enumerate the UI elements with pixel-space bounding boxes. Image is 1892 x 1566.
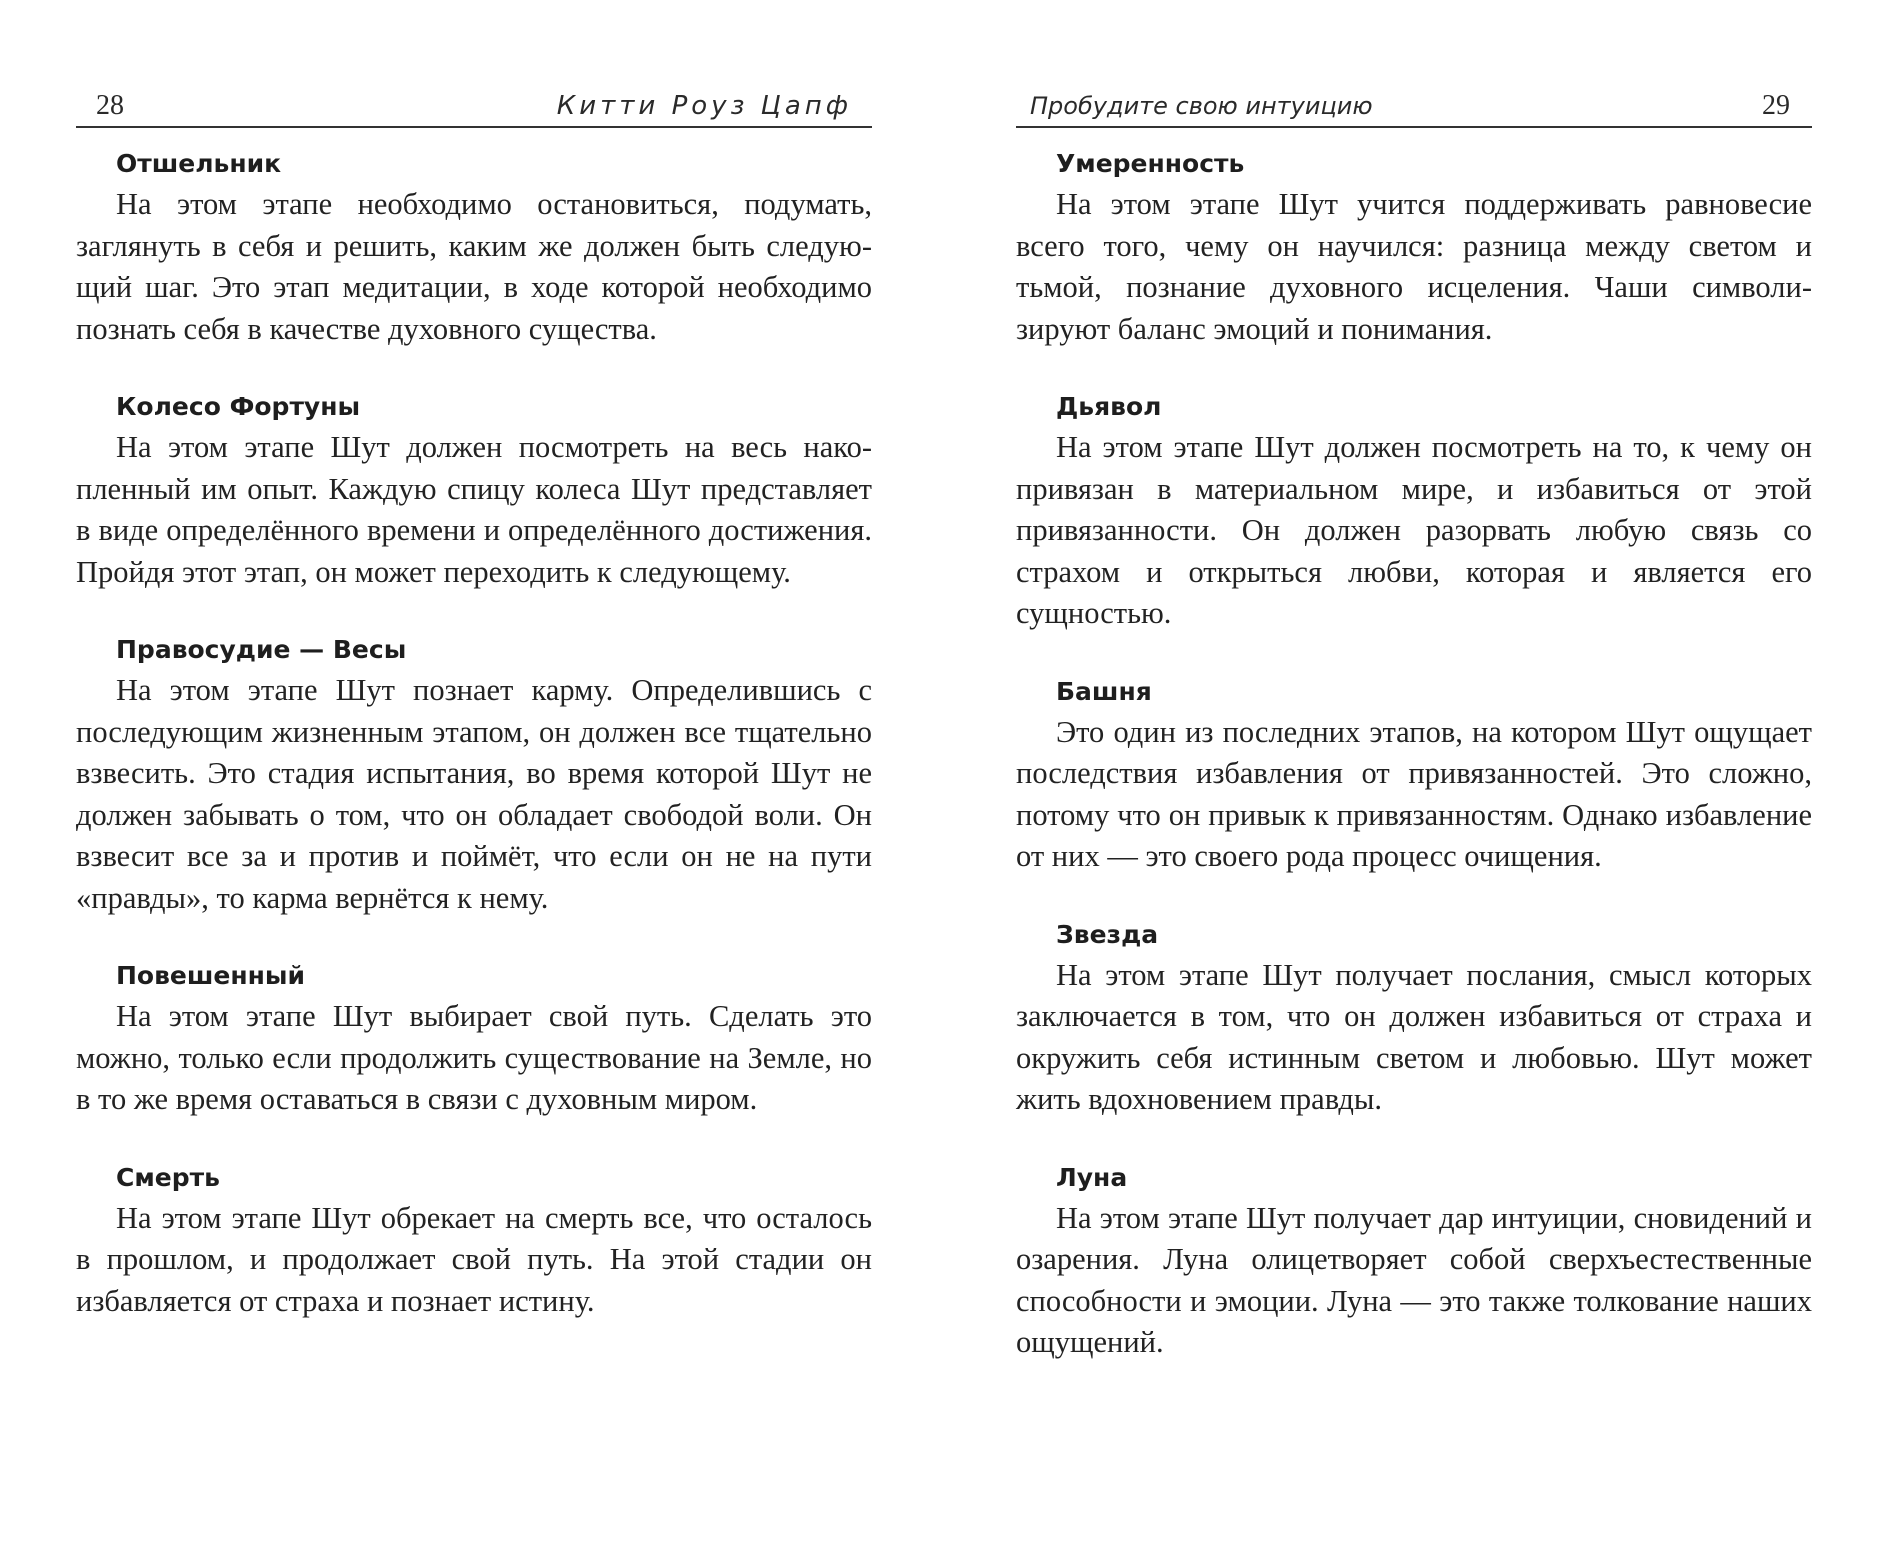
- section-tower: [1016, 676, 1812, 878]
- section-title: Колесо Фортуны: [116, 392, 361, 421]
- page-number: 29: [1762, 90, 1790, 121]
- section-title: Смерть: [116, 1162, 220, 1192]
- section-body: На этом этапе Шут должен посмотреть на то, к чему он привязан в материальном мире, и избавиться от этой привязанности. Он должен разорвать любую связь со страхом и открыться любви, которая и является его сущностью.: [1016, 430, 1812, 630]
- section-body: На этом этапе Шут получает дар интуиции, сновидений и озарения. Луна олицетворяет собой сверхъестественные способности и эмоции. Луна — это также толкование наших ощущений.: [1016, 1200, 1812, 1359]
- section-body: Это один из последних этапов, на котором Шут ощущает последствия избавления от привязанностей. Это сложно, потому что он привык к привязанностям. Однако избавление от них — это своего рода процесс очищения.: [1016, 714, 1812, 873]
- section-devil: [1016, 391, 1812, 635]
- section-body: На этом этапе Шут познает карму. Определившись с последующим жизненным этапом, он должен все тщательно взвесить. Это стадия испытания, во время которой Шут не должен забывать о том, что он обладает свободой воли. Он взвесит все за и против и поймёт, что если он не на пути «правды», то карма вернётся к нему.: [76, 673, 872, 915]
- section-hanged-man: [76, 960, 872, 1121]
- section-title: Повешенный: [116, 961, 306, 990]
- section-title: Луна: [1056, 1162, 1128, 1192]
- running-head: [76, 82, 872, 128]
- section-wheel-of-fortune: [76, 391, 872, 593]
- section-body: На этом этапе Шут обрекает на смерть все, что осталось в прошлом, и продолжает свой путь. На этой стадии он избавляется от страха и познает истину.: [76, 1200, 872, 1318]
- right-page: [946, 0, 1892, 1566]
- running-head-title: Пробудите свою интуицию: [1030, 92, 1373, 120]
- page-number: 28: [96, 90, 124, 121]
- running-head: [1016, 82, 1812, 128]
- section-title: Умеренность: [1056, 149, 1245, 178]
- section-hermit: [76, 148, 872, 350]
- section-title: Звезда: [1056, 919, 1159, 949]
- text-block: [1016, 148, 1812, 1405]
- section-body: На этом этапе необходимо остановиться, подумать, заглянуть в себя и решить, каким же должен быть следующий шаг. Это этап медитации, в ходе которой необходимо познать себя в качестве духовного существа.: [76, 187, 872, 346]
- section-title: Башня: [1056, 676, 1152, 706]
- section-body: На этом этапе Шут учится поддерживать равновесие всего того, чему он научился: разница между светом и тьмой, познание духовного исцеления. Чаши символизируют баланс эмоций и понимания.: [1016, 187, 1812, 346]
- section-body: На этом этапе Шут получает послания, смысл которых заключается в том, что он должен избавиться от страха и окружить себя истинным светом и любовью. Шут может жить вдохновением правды.: [1016, 957, 1812, 1116]
- section-title: Правосудие — Весы: [116, 635, 407, 664]
- section-moon: [1016, 1162, 1812, 1364]
- section-body: На этом этапе Шут должен посмотреть на весь накопленный им опыт. Каждую спицу колеса Шут представляет в виде определённого времени и определённого достижения. Пройдя этот этап, он может переходить к следующему.: [76, 430, 872, 589]
- section-temperance: [1016, 148, 1812, 350]
- section-title: Дьявол: [1056, 392, 1162, 421]
- section-title: Отшельник: [116, 149, 282, 178]
- section-star: [1016, 919, 1812, 1121]
- section-justice: [76, 634, 872, 919]
- section-body: На этом этапе Шут выбирает свой путь. Сделать это можно, только если продолжить существование на Земле, но в то же время оставаться в связи с духовным миром.: [76, 999, 872, 1116]
- section-death: [76, 1162, 872, 1323]
- running-head-author: Китти Роуз Цапф: [556, 91, 852, 121]
- text-block: [76, 148, 872, 1363]
